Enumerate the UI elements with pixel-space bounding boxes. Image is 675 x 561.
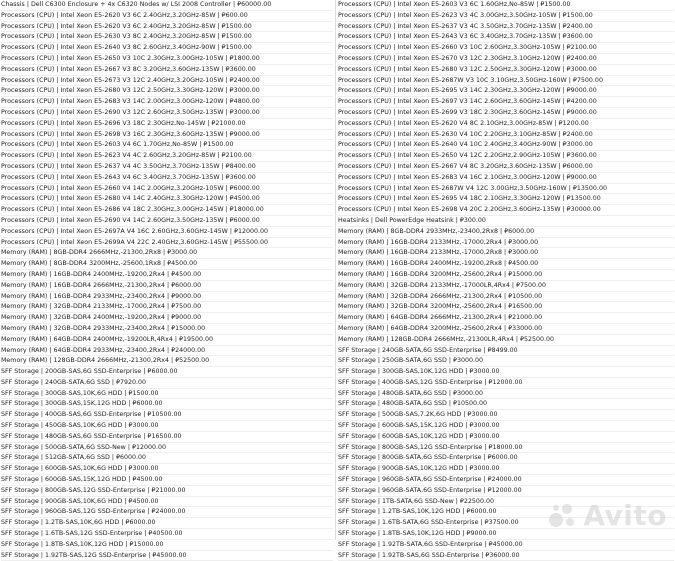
price-list-item: Processors (CPU) | Intel Xeon E5-2670 V3 12C 2.30GHz,3.10GHz-120W | ₽2400.00 [338, 54, 674, 65]
price-list-item: Memory (RAM) | 8GB-DDR4 2666MHz,-21300,2Rx8 | ₽3000.00 [1, 248, 333, 259]
price-list-item: SFF Storage | 900GB-SAS,10K,12G HDD | ₽3000.00 [338, 464, 674, 475]
price-list-item: SFF Storage | 1.2TB-SAS,10K,6G HDD | ₽6000.00 [1, 518, 333, 529]
price-list-item: SFF Storage | 600GB-SAS,15K,12G HDD | ₽4500.00 [1, 475, 333, 486]
price-list-item: Chassis | Dell C6300 Enclosure + 4x C6320 Nodes w/ LSI 2008 Controller | ₽60000.00 [1, 0, 333, 11]
price-list-item: Processors (CPU) | Intel Xeon E5-2667 V3 8C 3.20GHz,3.60GHz-135W | ₽3600.00 [1, 65, 333, 76]
price-list-item: Processors (CPU) | Intel Xeon E5-2643 V3 6C 3.40GHz,3.70GHz-135W | ₽3600.00 [338, 32, 674, 43]
price-list-item: SFF Storage | 1.8TB-SAS,10K,12G HDD | ₽9000.00 [338, 529, 674, 540]
price-list-item: Processors (CPU) | Intel Xeon E5-2650 V3 10C 2.30GHz,3.00GHz-105W | ₽1800.00 [1, 54, 333, 65]
price-list-item: Memory (RAM) | 8GB-DDR4 2933MHz,-23400,2Rx8 | ₽6000.00 [338, 227, 674, 238]
price-list-item: SFF Storage | 250GB-SATA,6G SSD | ₽3000.00 [338, 356, 674, 367]
price-list-item: SFF Storage | 800GB-SAS,12G SSD-Enterprise | ₽21000.00 [1, 486, 333, 497]
price-list-item: Memory (RAM) | 32GB-DDR4 3200MHz,-25600,2Rx4 | ₽16500.00 [338, 302, 674, 313]
price-list-item: Processors (CPU) | Intel Xeon E5-2667 V4 8C 3.20GHz,3.60GHz-135W | ₽6000.00 [338, 162, 674, 173]
price-list-item: Processors (CPU) | Intel Xeon E5-2690 V4 14C 2.60GHz,3.50GHz-135W | ₽6000.00 [1, 216, 333, 227]
price-list-item: Processors (CPU) | Intel Xeon E5-2698 V4 20C 2.20GHz,3.60GHz-135W | ₽30000.00 [338, 205, 674, 216]
price-list-item: Memory (RAM) | 16GB-DDR4 2666MHz,-21300,2Rx4 | ₽6000.00 [1, 281, 333, 292]
price-list-item: SFF Storage | 960GB-SATA,6G SSD-Enterprise | ₽12000.00 [338, 486, 674, 497]
price-list-item: Memory (RAM) | 128GB-DDR4 2666MHz,-21300LR,4Rx4 | ₽52500.00 [338, 335, 674, 346]
price-list-item: Heatsinks | Dell PowerEdge Heatsink | ₽300.00 [338, 216, 674, 227]
price-list-item: Processors (CPU) | Intel Xeon E5-2620 V3 6C 2.40GHz,3.20GHz-85W | ₽600.00 [1, 11, 333, 22]
price-list-item: Memory (RAM) | 32GB-DDR4 2133MHz,-17000LR,4Rx4 | ₽7500.00 [338, 281, 674, 292]
price-list-item: Processors (CPU) | Intel Xeon E5-2686 V4 18C 2.30GHz,3.00GHz-145W | ₽18000.00 [1, 205, 333, 216]
price-list-item: SFF Storage | 500GB-SAS,7.2K,6G HDD | ₽3000.00 [338, 410, 674, 421]
price-list-item: Memory (RAM) | 16GB-DDR4 2400MHz,-19200,2Rx4 | ₽4500.00 [1, 270, 333, 281]
price-list-item: Processors (CPU) | Intel Xeon E5-2643 V4 6C 3.40GHz,3.70GHz-135W | ₽3600.00 [1, 173, 333, 184]
price-list-item: SFF Storage | 480GB-SATA,6G SSD | ₽3000.00 [338, 389, 674, 400]
price-list-item: SFF Storage | 400GB-SAS,12G SSD-Enterprise | ₽12000.00 [338, 378, 674, 389]
price-list-item: SFF Storage | 600GB-SAS,15K,12G HDD | ₽3000.00 [338, 421, 674, 432]
price-list-item: Memory (RAM) | 64GB-DDR4 3200MHz,-25600,2Rx4 | ₽33000.00 [338, 324, 674, 335]
price-list-item: SFF Storage | 300GB-SAS,10K,6G HDD | ₽1500.00 [1, 389, 333, 400]
price-list-item: Processors (CPU) | Intel Xeon E5-2603 V3 6C 1.60GHz,No-85W | ₽1500.00 [338, 0, 674, 11]
price-list-item: Memory (RAM) | 16GB-DDR4 2133MHz,-17000,2Rx8 | ₽3000.00 [338, 248, 674, 259]
price-list-item: Memory (RAM) | 16GB-DDR4 2133MHz,-17000,2Rx4 | ₽3000.00 [338, 238, 674, 249]
price-list-item: SFF Storage | 300GB-SAS,10K,12G HDD | ₽3000.00 [338, 367, 674, 378]
price-list-right-column [338, 0, 674, 561]
price-list-item: Memory (RAM) | 64GB-DDR4 2933MHz,-23400,2Rx4 | ₽24000.00 [1, 346, 333, 357]
price-list-item: Processors (CPU) | Intel Xeon E5-2660 V4 14C 2.00GHz,3.20GHz-105W | ₽6000.00 [1, 184, 333, 195]
column-divider [335, 0, 336, 540]
watermark-text: Avito [583, 499, 667, 532]
price-list-item: Processors (CPU) | Intel Xeon E5-2640 V3 8C 2.60GHz,3.40GHz-90W | ₽1500.00 [1, 43, 333, 54]
price-list-item: Memory (RAM) | 128GB-DDR4 2666MHz,-21300,2Rx4 | ₽52500.00 [1, 356, 333, 367]
price-list-item: Processors (CPU) | Intel Xeon E5-2630 V3 8C 2.40GHz,3.20GHz-85W | ₽1500.00 [1, 32, 333, 43]
avito-watermark [547, 499, 667, 532]
price-list-item: Processors (CPU) | Intel Xeon E5-2623 V4 4C 2.60GHz,3.20GHz-85W | ₽2100.00 [1, 151, 333, 162]
price-list-item: SFF Storage | 600GB-SAS,10K,12G HDD | ₽3000.00 [338, 432, 674, 443]
price-list-item: SFF Storage | 1.92TB-SATA,6G SSD-Enterprise | ₽45000.00 [338, 540, 674, 551]
price-list-item: SFF Storage | 1.92TB-SAS,6G SSD-Enterprise | ₽36000.00 [338, 551, 674, 561]
price-list-item: SFF Storage | 512GB-SATA,6G SSD | ₽6000.00 [1, 453, 333, 464]
price-list-item: SFF Storage | 480GB-SATA,6G SSD | ₽10500.00 [338, 399, 674, 410]
price-list-item: Processors (CPU) | Intel Xeon E5-2630 V4 10C 2.20GHz,3.10GHz-85W | ₽2400.00 [338, 130, 674, 141]
price-list-item: Memory (RAM) | 32GB-DDR4 2933MHz,-23400,2Rx4 | ₽15000.00 [1, 324, 333, 335]
price-list-item: SFF Storage | 300GB-SAS,15K,12G HDD | ₽6000.00 [1, 399, 333, 410]
price-list-item: Processors (CPU) | Intel Xeon E5-2695 V3 14C 2.30GHz,3.30GHz-120W | ₽9000.00 [338, 86, 674, 97]
price-list-item: Processors (CPU) | Intel Xeon E5-2650 V4 12C 2.20GHz,2.90GHz-105W | ₽3600.00 [338, 151, 674, 162]
price-list-item: SFF Storage | 500GB-SATA,6G SSD-New | ₽12000.00 [1, 443, 333, 454]
price-list-item: Processors (CPU) | Intel Xeon E5-2699A V4 22C 2.40GHz,3.60GHz-145W | ₽55500.00 [1, 238, 333, 249]
price-list-item: SFF Storage | 600GB-SAS,10K,6G HDD | ₽3000.00 [1, 464, 333, 475]
price-list-item: Memory (RAM) | 8GB-DDR4 3200MHz,-25600,1Rx8 | ₽4500.00 [1, 259, 333, 270]
price-list-item: SFF Storage | 480GB-SAS,6G SSD-Enterprise | ₽16500.00 [1, 432, 333, 443]
price-list-item: SFF Storage | 400GB-SAS,6G SSD-Enterprise | ₽10500.00 [1, 410, 333, 421]
price-list-item: Processors (CPU) | Intel Xeon E5-2687W V4 12C 3.00GHz,3.50GHz-160W | ₽13500.00 [338, 184, 674, 195]
price-list-item: SFF Storage | 960GB-SATA,6G SSD-Enterprise | ₽24000.00 [338, 475, 674, 486]
price-list-item: SFF Storage | 200GB-SAS,6G SSD-Enterprise | ₽6000.00 [1, 367, 333, 378]
price-list-item: Processors (CPU) | Intel Xeon E5-2680 V3 12C 2.50GHz,3.30GHz-120W | ₽3000.00 [1, 86, 333, 97]
price-list-item: Memory (RAM) | 32GB-DDR4 2400MHz,-19200,2Rx4 | ₽9000.00 [1, 313, 333, 324]
price-list-item: Memory (RAM) | 16GB-DDR4 3200MHz,-25600,2Rx4 | ₽15000.00 [338, 270, 674, 281]
price-list-item: Processors (CPU) | Intel Xeon E5-2695 V4 18C 2.10GHz,3.30GHz-120W | ₽13500.00 [338, 194, 674, 205]
price-list-item: Processors (CPU) | Intel Xeon E5-2680 V4 14C 2.40GHz,3.30GHz-120W | ₽4500.00 [1, 194, 333, 205]
price-list-item: Processors (CPU) | Intel Xeon E5-2637 V4 4C 3.50GHz,3.70GHz-135W | ₽8400.00 [1, 162, 333, 173]
price-list-item: Processors (CPU) | Intel Xeon E5-2620 V3 6C 2.40GHz,3.20GHz-85W | ₽1500.00 [1, 22, 333, 33]
price-list-item: Processors (CPU) | Intel Xeon E5-2683 V4 16C 2.10GHz,3.00GHz-120W | ₽9000.00 [338, 173, 674, 184]
price-list-item: SFF Storage | 1.8TB-SAS,10K,12G HDD | ₽15000.00 [1, 540, 333, 551]
price-list-item: Memory (RAM) | 16GB-DDR4 2933MHz,-23400,2Rx4 | ₽9000.00 [1, 292, 333, 303]
price-list-item: Memory (RAM) | 32GB-DDR4 2133MHz,-17000,2Rx4 | ₽7500.00 [1, 302, 333, 313]
price-list-item: SFF Storage | 900GB-SAS,10K,6G HDD | ₽4500.00 [1, 497, 333, 508]
price-list-item: Processors (CPU) | Intel Xeon E5-2680 V3 12C 2.50GHz,3.30GHz-120W | ₽3000.00 [338, 65, 674, 76]
price-list-item: SFF Storage | 1.6TB-SAS,12G SSD-Enterprise | ₽40500.00 [1, 529, 333, 540]
price-list-item: SFF Storage | 1.2TB-SAS,10K,12G HDD | ₽6000.00 [338, 507, 674, 518]
price-list-item: Memory (RAM) | 64GB-DDR4 2400MHz,-19200LR,4Rx4 | ₽19500.00 [1, 335, 333, 346]
price-list-item: SFF Storage | 800GB-SAS,12G SSD-Enterprise | ₽18000.00 [338, 443, 674, 454]
price-list-item: SFF Storage | 1TB-SATA,6G SSD-New | ₽22500.00 [338, 497, 674, 508]
price-list-item: SFF Storage | 1.92TB-SAS,12G SSD-Enterprise | ₽45000.00 [1, 551, 333, 561]
avito-logo-icon [547, 501, 577, 531]
price-list-item: Processors (CPU) | Intel Xeon E5-2690 V3 12C 2.60GHz,3.50GHz-135W | ₽3000.00 [1, 108, 333, 119]
price-list-item: Processors (CPU) | Intel Xeon E5-2623 V3 4C 3.00GHz,3.50GHz-105W | ₽1500.00 [338, 11, 674, 22]
price-list-item: Processors (CPU) | Intel Xeon E5-2687W V3 10C 3.10GHz,3.50GHz-160W | ₽7500.00 [338, 76, 674, 87]
price-list-item: Processors (CPU) | Intel Xeon E5-2698 V3 16C 2.30GHz,3.60GHz-135W | ₽9000.00 [1, 130, 333, 141]
price-list-item: Memory (RAM) | 32GB-DDR4 2666MHz,-21300,2Rx4 | ₽10500.00 [338, 292, 674, 303]
price-list-item: Processors (CPU) | Intel Xeon E5-2697 V3 14C 2.60GHz,3.60GHz-145W | ₽4200.00 [338, 97, 674, 108]
price-list-item: SFF Storage | 240GB-SATA,6G SSD | ₽7920.00 [1, 378, 333, 389]
price-list-item: Processors (CPU) | Intel Xeon E5-2697A V4 16C 2.60GHz,3.60GHz-145W | ₽12000.00 [1, 227, 333, 238]
price-list-item: Processors (CPU) | Intel Xeon E5-2640 V4 10C 2.40GHz,3.40GHz-90W | ₽3000.00 [338, 140, 674, 151]
price-list-item: Memory (RAM) | 64GB-DDR4 2666MHz,-21300,2Rx4 | ₽21000.00 [338, 313, 674, 324]
price-list-left-column [1, 0, 333, 561]
price-list-item: Processors (CPU) | Intel Xeon E5-2637 V3 4C 3.50GHz,3.70GHz-135W | ₽2400.00 [338, 22, 674, 33]
price-list-item: SFF Storage | 450GB-SAS,10K,6G HDD | ₽3000.00 [1, 421, 333, 432]
price-list-item: Processors (CPU) | Intel Xeon E5-2603 V4 6C 1.70GHz,No-85W | ₽1500.00 [1, 140, 333, 151]
price-list-item: SFF Storage | 960GB-SAS,12G SSD-Enterprise | ₽24000.00 [1, 507, 333, 518]
price-list-item: SFF Storage | 240GB-SATA,6G SSD-Enterprise | ₽8499.00 [338, 346, 674, 357]
price-list-item: Processors (CPU) | Intel Xeon E5-2696 V3 18C 2.30GHz,No-145W | ₽21000.00 [1, 119, 333, 130]
price-list-item: Processors (CPU) | Intel Xeon E5-2660 V3 10C 2.60GHz,3.30GHz-105W | ₽2100.00 [338, 43, 674, 54]
price-list-item: Memory (RAM) | 16GB-DDR4 2400MHz,-19200,2Rx8 | ₽4500.00 [338, 259, 674, 270]
price-list-item: SFF Storage | 1.6TB-SATA,6G SSD-Enterprise | ₽37500.00 [338, 518, 674, 529]
price-list-item: Processors (CPU) | Intel Xeon E5-2683 V3 14C 2.00GHz,3.00GHz-120W | ₽4800.00 [1, 97, 333, 108]
price-list-item: SFF Storage | 800GB-SATA,6G SSD-Enterprise | ₽6000.00 [338, 453, 674, 464]
price-list-item: Processors (CPU) | Intel Xeon E5-2673 V3 12C 2.40GHz,3.20GHz-105W | ₽2400.00 [1, 76, 333, 87]
price-list-item: Processors (CPU) | Intel Xeon E5-2620 V4 8C 2.10GHz,3.00GHz-85W | ₽1200.00 [338, 119, 674, 130]
price-list-item: Processors (CPU) | Intel Xeon E5-2699 V3 18C 2.30GHz,3.60GHz-145W | ₽9000.00 [338, 108, 674, 119]
